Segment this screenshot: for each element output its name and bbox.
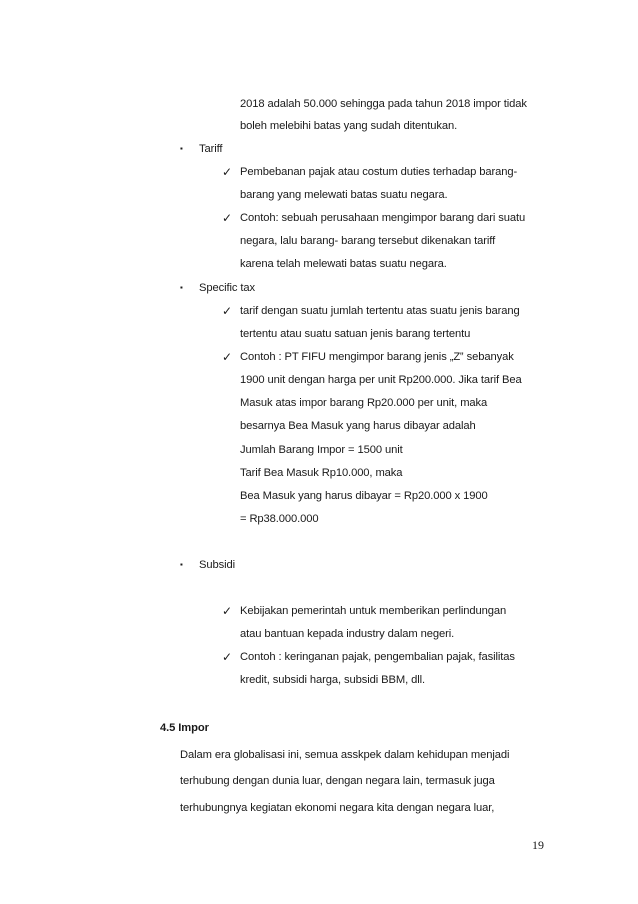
text-line: barang yang melewati batas suatu negara. [240,189,448,201]
check-icon: ✓ [222,304,233,318]
check-icon: ✓ [222,165,233,179]
text-line: Tarif Bea Masuk Rp10.000, maka [240,467,403,479]
paragraph-line: terhubungnya kegiatan ekonomi negara kita dengan negara luar, [180,802,495,814]
text-line: atau bantuan kepada industry dalam negeri. [240,628,455,640]
text-line: karena telah melewati batas suatu negara. [240,258,447,270]
list-heading-specific-tax: Specific tax [199,282,256,294]
check-icon: ✓ [222,650,233,664]
paragraph-line: Dalam era globalisasi ini, semua asskpek dalam kehidupan menjadi [180,749,510,761]
text-line: tertentu atau suatu satuan jenis barang tertentu [240,328,471,340]
text-line: Bea Masuk yang harus dibayar = Rp20.000 x 1900 [240,490,488,502]
text-line: Masuk atas impor barang Rp20.000 per unit, maka [240,397,488,409]
square-bullet-icon: ▪ [180,560,183,569]
text-line: Contoh: sebuah perusahaan mengimpor barang dari suatu [240,212,526,224]
square-bullet-icon: ▪ [180,144,183,153]
text-line: Kebijakan pemerintah untuk memberikan perlindungan [240,605,507,617]
text-line: 2018 adalah 50.000 sehingga pada tahun 2018 impor tidak [240,98,527,110]
text-line: 1900 unit dengan harga per unit Rp200.000. Jika tarif Bea [240,374,522,386]
text-line: tarif dengan suatu jumlah tertentu atas suatu jenis barang [240,305,520,317]
text-line: Jumlah Barang Impor = 1500 unit [240,444,403,456]
list-heading-subsidi: Subsidi [199,559,235,571]
check-icon: ✓ [222,604,233,618]
text-line: negara, lalu barang- barang tersebut dikenakan tariff [240,235,496,247]
paragraph-line: terhubung dengan dunia luar, dengan negara lain, termasuk juga [180,775,495,787]
text-line: Pembebanan pajak atau costum duties terhadap barang- [240,166,518,178]
text-line: besarnya Bea Masuk yang harus dibayar adalah [240,420,476,432]
text-line: kredit, subsidi harga, subsidi BBM, dll. [240,674,426,686]
check-icon: ✓ [222,211,233,225]
page-number: 19 [532,838,544,852]
check-icon: ✓ [222,350,233,364]
square-bullet-icon: ▪ [180,283,183,292]
section-heading: 4.5 Impor [160,722,209,734]
text-line: Contoh : keringanan pajak, pengembalian pajak, fasilitas [240,651,515,663]
text-line: boleh melebihi batas yang sudah ditentukan. [240,120,458,132]
text-line: Contoh : PT FIFU mengimpor barang jenis „Z‟ sebanyak [240,351,514,363]
text-line: = Rp38.000.000 [240,513,319,525]
list-heading-tariff: Tariff [199,143,223,155]
